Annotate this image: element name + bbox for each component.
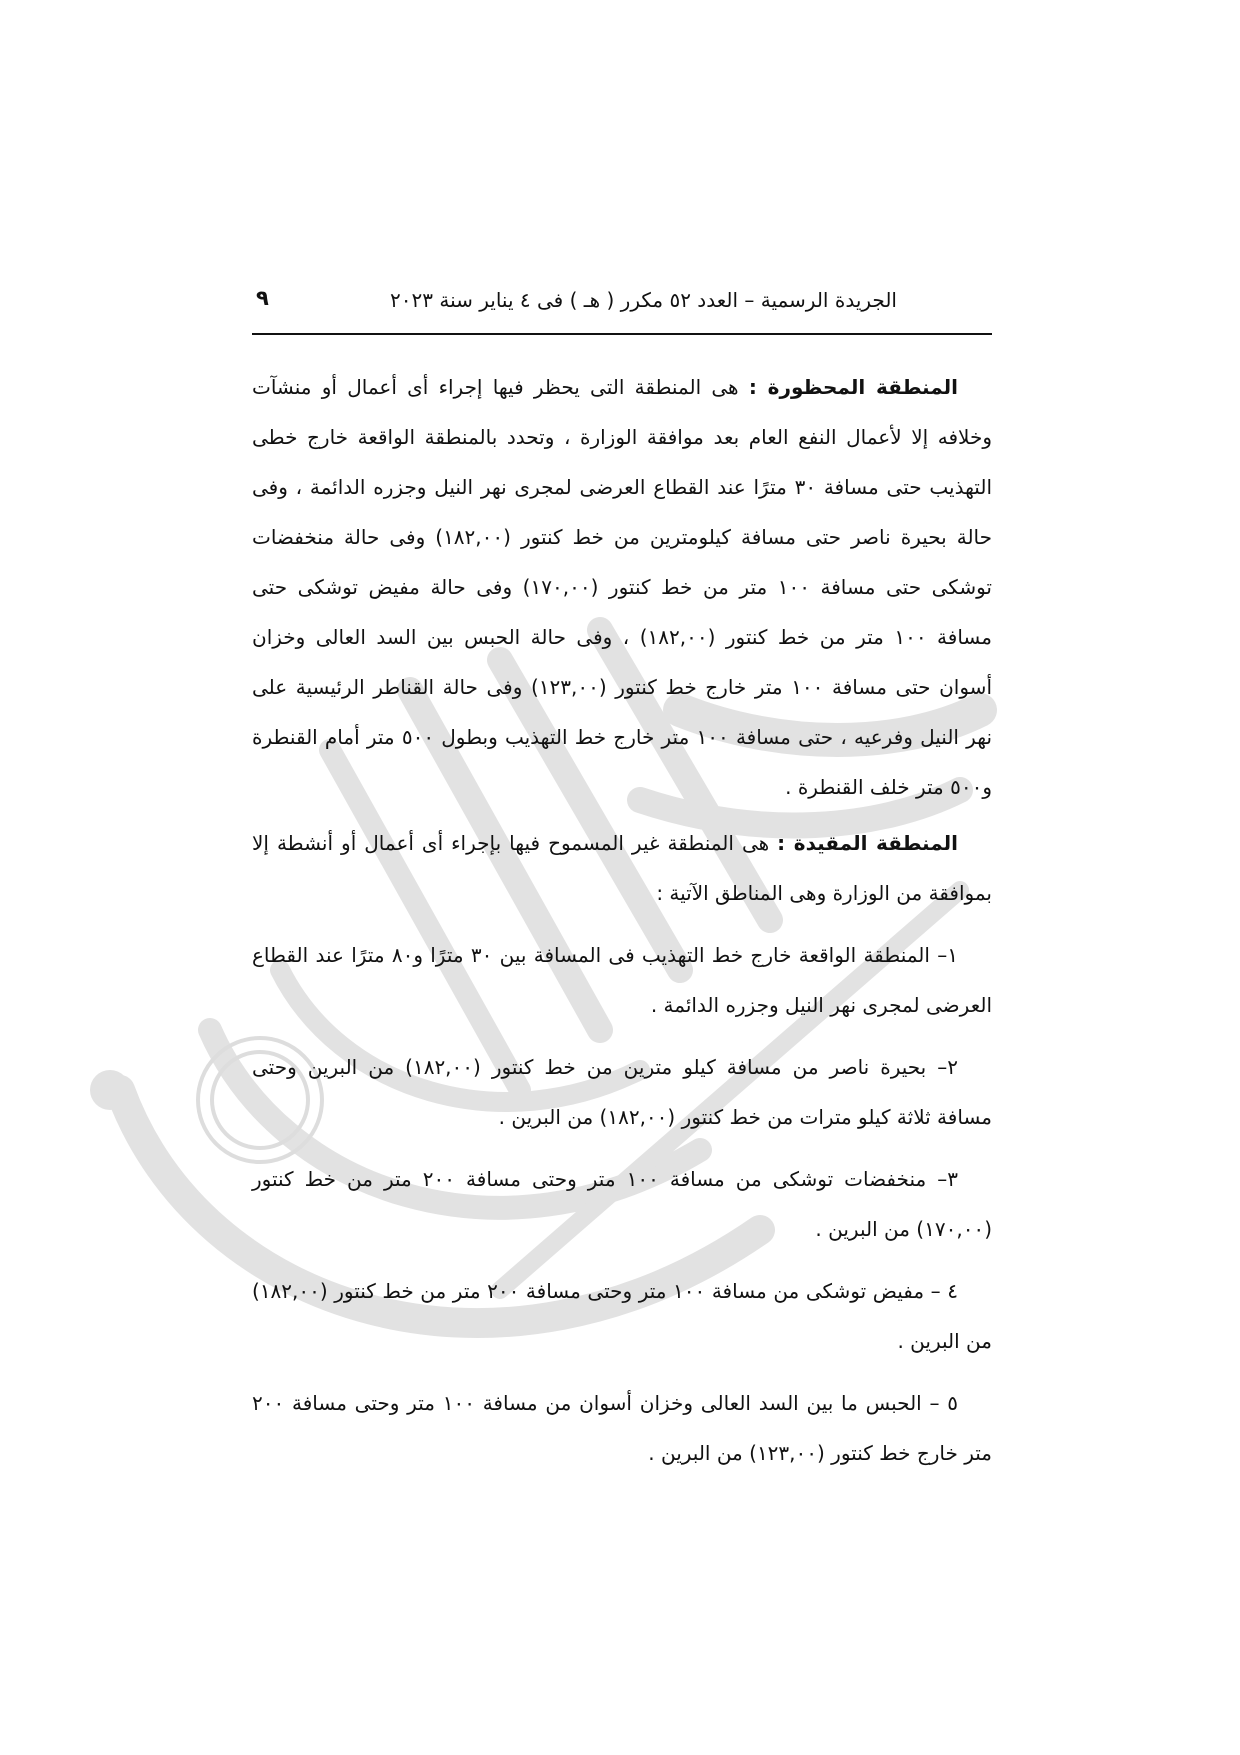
list-item-5-text: ٥ – الحبس ما بين السد العالى وخزان أسوان من مسافة ١٠٠ متر وحتى مسافة ٢٠٠ متر خارج خط كنتور (١٢٣,٠٠) من البرين . xyxy=(252,1391,992,1465)
definition-prohibited-zone: هى المنطقة التى يحظر فيها إجراء أى أعمال أو منشآت وخلافه إلا لأعمال النفع العام بعد موافقة الوزارة ، وتحدد بالمنطقة الواقعة خارج خطى التهذيب حتى مسافة ٣٠ مترًا عند القطاع العرضى لمجرى نهر النيل وجزره الدائمة ، وفى حالة بحيرة ناصر حتى مسافة كيلومترين من خط كنتور (١٨٢,٠٠) وفى حالة منخفضات توشكى حتى مسافة ١٠٠ متر من خط كنتور (١٧٠,٠٠) وفى حالة مفيض توشكى حتى مسافة ١٠٠ متر من خط كنتور (١٨٢,٠٠) ، وفى حالة الحبس بين السد العالى وخزان أسوان حتى مسافة ١٠٠ متر خارج خط كنتور (١٢٣,٠٠) وفى حالة القناطر الرئيسية على نهر النيل وفرعيه ، حتى مسافة ١٠٠ متر خارج خط التهذيب وبطول ٥٠٠ متر أمام القنطرة و٥٠٠ متر خلف القنطرة . xyxy=(252,375,993,799)
list-item-3 xyxy=(252,1154,992,1254)
list-item-3-text: ٣– منخفضات توشكى من مسافة ١٠٠ متر وحتى مسافة ٢٠٠ متر من خط كنتور (١٧٠,٠٠) من البرين . xyxy=(252,1167,992,1241)
list-item-4 xyxy=(252,1266,992,1366)
list-item-1 xyxy=(252,930,992,1030)
list-item-5 xyxy=(252,1378,992,1478)
page-header xyxy=(252,282,992,328)
term-restricted-zone: المنطقة المقيدة : xyxy=(777,831,958,855)
paragraph-restricted-zone xyxy=(252,818,992,918)
list-item-4-text: ٤ – مفيض توشكى من مسافة ١٠٠ متر وحتى مسافة ٢٠٠ متر من خط كنتور (١٨٢,٠٠) من البرين . xyxy=(252,1279,992,1353)
definition-restricted-zone: هى المنطقة غير المسموح فيها بإجراء أى أعمال أو أنشطة إلا بموافقة من الوزارة وهى المناطق الآتية : xyxy=(252,831,992,905)
document-body xyxy=(252,362,992,1490)
list-item-1-text: ١– المنطقة الواقعة خارج خط التهذيب فى المسافة بين ٣٠ مترًا و٨٠ مترًا عند القطاع العرضى لمجرى نهر النيل وجزره الدائمة . xyxy=(252,943,992,1017)
list-item-2 xyxy=(252,1042,992,1142)
header-divider xyxy=(252,333,992,335)
page-number: ٩ xyxy=(256,286,269,310)
gazette-header-title: الجريدة الرسمية – العدد ٥٢ مكرر ( هـ ) فى ٤ يناير سنة ٢٠٢٣ xyxy=(390,288,897,312)
term-prohibited-zone: المنطقة المحظورة : xyxy=(748,375,958,399)
list-item-2-text: ٢– بحيرة ناصر من مسافة كيلو مترين من خط كنتور (١٨٢,٠٠) من البرين وحتى مسافة ثلاثة كيلو مترات من خط كنتور (١٨٢,٠٠) من البرين . xyxy=(252,1055,992,1129)
paragraph-prohibited-zone xyxy=(252,362,992,812)
